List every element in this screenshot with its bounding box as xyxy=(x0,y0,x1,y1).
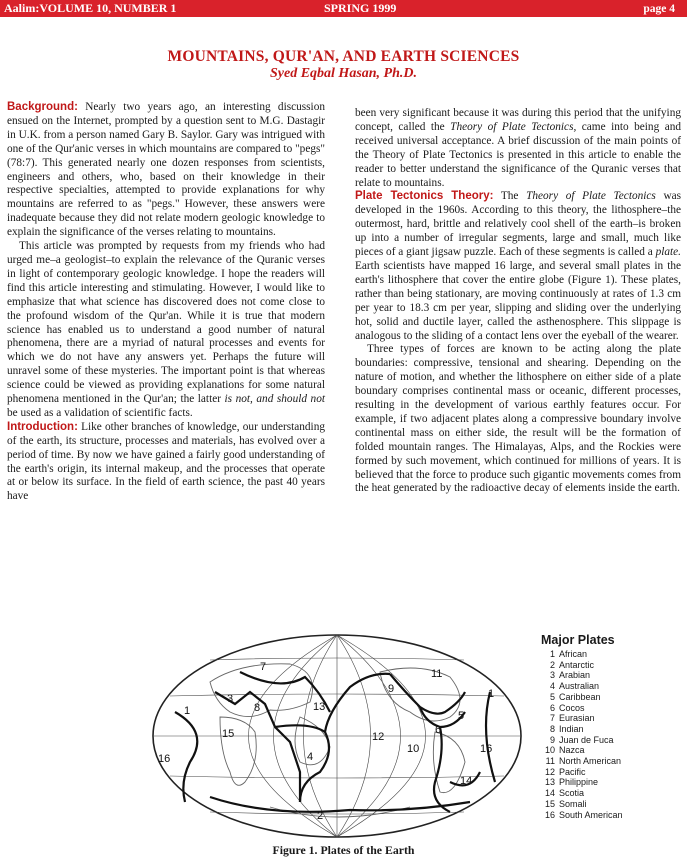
legend-item-name: Nazca xyxy=(559,745,585,756)
article-author: Syed Eqbal Hasan, Ph.D. xyxy=(269,66,417,81)
legend-item-number: 13 xyxy=(544,777,555,788)
emphasis-text: plate. xyxy=(655,246,682,259)
continents xyxy=(210,664,465,817)
left-column xyxy=(7,101,325,504)
world-map-graticule xyxy=(150,632,524,840)
legend-item-name: Philippine xyxy=(559,777,599,788)
legend-item xyxy=(541,745,681,756)
graticule xyxy=(153,635,521,837)
legend-item-number: 11 xyxy=(545,756,555,767)
paragraph-text: This article was prompted by requests from my friends who had urged me–a geologist–to explain the relevance of the Quranic verses in light of contemporary geologic knowledge. I hope the readers will find this article interesting and stimulating. However, I would like to emphasize that what science has discovered does not come close to the profound wisdom of the Qur'an. While it is true that modern science has enabled us to understand a good number of natural phenomena, there are a myriad of natural processes and events for which we do not have any answers yet. Perhaps the future will unravel some of these mysteries. The important point is that whereas science could be viewed as providing explanations for some natural phenomena mentioned in the Qur'an; the latter xyxy=(7,240,325,406)
paragraph-text: was developed in the 1960s. According to this theory, the lithosphere–the outermost, hard, brittle and relatively cool shell of the earth–is broken up into a number of irregular segments, large and small, much like pieces of a giant jigsaw puzzle. Each of these segments is called a xyxy=(355,190,682,259)
issue-header-bar xyxy=(0,0,687,17)
plate-number-label: 12 xyxy=(372,731,385,743)
legend-item xyxy=(541,660,681,671)
plate-number-label: 4 xyxy=(307,751,314,763)
paragraph-text: been very significant because it was during this period that the unifying concept, called the xyxy=(355,107,681,133)
paragraph-text: Nearly two years ago, an interesting discussion ensued on the Internet, prompted by a question sent to M.G. Dastagir in U.K. from a person named Gary B. Saylor. Gary was intrigued with one of the Qur'anic verses in which mountains are compared to "pegs" (78:7). This generated nearly one dozen responses from scientists, engineers and others, who, based on their knowledge in their respective specialties, attempted to provide explanations for why mountains are referred to as "pegs." However, these answers were inadequate because they did not relate modern geologic knowledge to explain the significance of the verses relating to mountains. xyxy=(7,101,325,239)
legend-item-name: South American xyxy=(559,809,623,820)
plate-number-label: 15 xyxy=(222,728,235,740)
paragraph-background xyxy=(7,101,325,240)
legend-item xyxy=(541,756,681,767)
paragraph-motivation xyxy=(7,240,325,421)
plate-number-label: 16 xyxy=(158,753,171,765)
legend-item-number: 6 xyxy=(549,702,555,713)
legend-item xyxy=(541,777,681,788)
legend-item-name: Eurasian xyxy=(559,713,595,724)
paragraph-text: came into being and received universal acceptance. A brief discussion of the main points of the Theory of Plate Tectonics is presented in this article to enable the reader to better understand the significance of the Quranic verses that relate to mountains. xyxy=(355,120,682,189)
legend-item-number: 3 xyxy=(549,670,555,681)
paragraph-continuation xyxy=(355,107,681,190)
plate-number-label: 5 xyxy=(458,710,465,722)
paragraph-introduction xyxy=(7,421,325,504)
paragraph-text: The xyxy=(500,190,519,203)
legend-title: Major Plates xyxy=(541,633,615,647)
legend-item-name: Pacific xyxy=(559,766,586,777)
lead-background: Background: xyxy=(7,101,78,113)
article-title: MOUNTAINS, QUR'AN, AND EARTH SCIENCES xyxy=(167,48,520,65)
legend-item xyxy=(541,703,681,714)
legend-item-number: 12 xyxy=(544,766,555,777)
plate-number-label: 9 xyxy=(388,683,395,695)
legend-item-number: 1 xyxy=(549,649,555,659)
plate-number-label: 10 xyxy=(407,743,420,755)
page-number: page 4 xyxy=(643,3,675,15)
paragraph-text: be used as a validation of scientific facts. xyxy=(7,406,193,419)
legend-item-number: 14 xyxy=(544,788,555,799)
legend-item-number: 5 xyxy=(549,691,555,702)
emphasis-text: Theory of Plate Tectonics xyxy=(526,190,656,203)
legend-item-name: Indian xyxy=(559,723,584,734)
legend-item-name: Juan de Fuca xyxy=(559,734,614,745)
legend-item-name: North American xyxy=(559,756,622,767)
legend-item-name: Antarctic xyxy=(559,659,595,670)
legend-item xyxy=(541,767,681,778)
legend-list xyxy=(541,649,681,820)
legend-item xyxy=(541,713,681,724)
paragraph-forces xyxy=(355,343,681,496)
legend-item-name: Somali xyxy=(559,798,587,809)
plate-number-label: 11 xyxy=(431,668,443,680)
legend-item-name: African xyxy=(559,649,588,659)
legend-item-number: 16 xyxy=(544,809,555,820)
plate-number-label: 13 xyxy=(313,701,326,713)
legend-item-name: Cocos xyxy=(559,702,585,713)
plate-number-label: 16 xyxy=(480,743,493,755)
legend-item xyxy=(541,670,681,681)
legend-item xyxy=(541,692,681,703)
legend-item xyxy=(541,788,681,799)
legend-item-number: 15 xyxy=(544,798,555,809)
plate-number-label: 1 xyxy=(184,705,191,717)
plate-number-label: 3 xyxy=(227,693,234,705)
issue-season: SPRING 1999 xyxy=(324,1,397,15)
legend-item-number: 10 xyxy=(544,745,555,756)
plate-number-label: 14 xyxy=(460,775,473,787)
emphasis-text: is not, and should not xyxy=(224,393,325,406)
figure-caption: Figure 1. Plates of the Earth xyxy=(272,843,415,857)
legend-item-number: 8 xyxy=(549,723,555,734)
legend-item-number: 9 xyxy=(549,734,555,745)
plate-number-label: 2 xyxy=(317,810,324,822)
legend-item-number: 4 xyxy=(549,681,555,692)
paragraph-text: Like other branches of knowledge, our understanding of the earth, its structure, processes and materials, has evolved over a period of time. By now we have gained a fairly good understanding of the earth's origin, its internal makeup, and the processes that operate at or below its surface. In the field of earth science, the past 40 years have xyxy=(7,420,325,503)
lead-introduction: Introduction: xyxy=(7,420,78,433)
plates-map xyxy=(150,632,524,840)
plate-number-label: 8 xyxy=(254,702,261,714)
plate-boundaries xyxy=(175,672,495,812)
legend-item xyxy=(541,724,681,735)
legend-item-name: Caribbean xyxy=(559,691,601,702)
plate-number-label: 7 xyxy=(260,661,267,673)
plate-number-label: 6 xyxy=(435,724,442,736)
legend-item xyxy=(541,649,681,660)
legend-item-number: 7 xyxy=(549,713,555,724)
legend-item-name: Australian xyxy=(559,681,600,692)
legend-item-name: Arabian xyxy=(559,670,591,681)
legend-item-name: Scotia xyxy=(559,788,585,799)
paragraph-plate-tectonics xyxy=(355,190,681,343)
paragraph-text: Three types of forces are known to be acting along the plate boundaries: compressive, tensional and shearing. Depending on the nature of motion, and whether the lithosphere on either side of a plate boundary comprises continental mass or oceanic, different processes, resulting in the development of various earthly features occur. For example, if two adjacent plates along a compressive boundary involve continental mass on either side, the result will be the formation of folded mountain ranges. The Himalayas, Alps, and the Rockies were formed by such movement, which continued for millions of years. It is believed that the force to produce such gigantic movements comes from the heat generated by the radioactive decay of elements inside the earth. xyxy=(355,343,681,495)
issue-volume: Aalim:VOLUME 10, NUMBER 1 xyxy=(4,1,177,15)
emphasis-text: Theory of Plate Tectonics, xyxy=(450,120,577,133)
legend-item xyxy=(541,681,681,692)
plates-legend xyxy=(541,633,681,820)
legend-item xyxy=(541,735,681,746)
right-column xyxy=(355,107,681,496)
plate-number-label: 1 xyxy=(488,688,495,700)
lead-plate-tectonics: Plate Tectonics Theory: xyxy=(355,190,494,203)
paragraph-text: Earth scientists have mapped 16 large, and several small plates in the earth's lithosphere that cover the entire globe (Figure 1). These plates, rather than being stationary, are moving continuously at rates of 1.3 cm per year to 18.3 cm per year, slipping and sliding over the underlying hot, solid and ductile layer, called the asthenosphere. This slippage is analogous to the sliding of a contact lens over the eyeball of the wearer. xyxy=(355,259,681,342)
legend-item-number: 2 xyxy=(549,659,555,670)
legend-item xyxy=(541,810,681,821)
legend-item xyxy=(541,799,681,810)
